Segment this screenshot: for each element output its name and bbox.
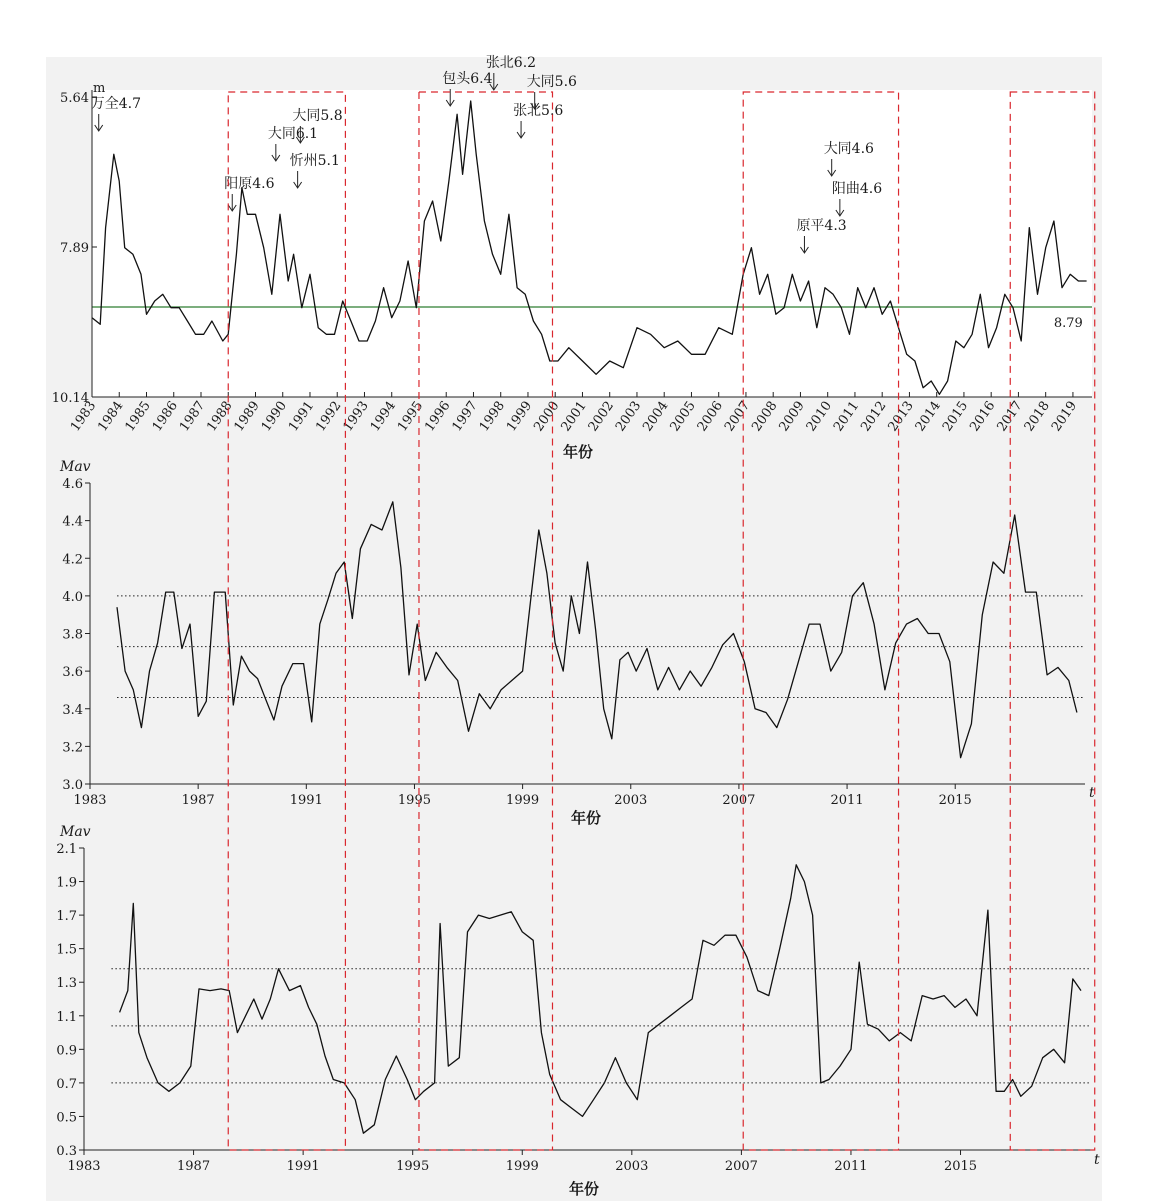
top-x-tick-label: 2018: [1021, 398, 1053, 435]
top-x-tick-label: 2002: [585, 398, 617, 435]
bot-x-tick-label: 1991: [286, 1159, 320, 1174]
mid-x-tick-label: 2011: [830, 793, 864, 808]
bot-y-tick-label: 0.3: [56, 1144, 77, 1159]
top-x-tick-label: 2015: [939, 398, 972, 435]
bot-y-tick-label: 1.9: [56, 875, 77, 891]
bottom-y-axis-title: Mav: [60, 824, 91, 840]
bot-x-tick-label: 1995: [396, 1159, 430, 1174]
mid-y-tick-label: 3.8: [62, 627, 83, 643]
top-x-tick-label: 2019: [1048, 398, 1081, 435]
top-x-tick-label: 1994: [367, 398, 400, 435]
top-x-tick-label: 2007: [721, 398, 754, 435]
earthquake-annotation-label: 忻州5.1: [289, 153, 340, 169]
bot-x-tick-label: 1983: [67, 1159, 101, 1174]
mid-y-tick-label: 3.0: [62, 778, 83, 793]
bot-y-tick-label: 1.3: [56, 976, 77, 992]
top-x-tick-label: 2001: [558, 398, 590, 435]
top-x-tick-label: 1995: [394, 398, 427, 435]
top-x-tick-label: 2013: [885, 398, 917, 435]
earthquake-annotation-label: 大同5.8: [292, 108, 343, 124]
top-x-tick-label: 2008: [749, 398, 781, 435]
bottom-x-axis-end-label: t: [1094, 1152, 1100, 1168]
top-x-tick-label: 1999: [503, 398, 536, 435]
mid-y-tick-label: 3.2: [62, 740, 83, 756]
top-x-tick-label: 1993: [340, 398, 372, 435]
mid-y-tick-label: 3.4: [62, 702, 83, 718]
top-x-tick-label: 2009: [776, 398, 808, 435]
top-x-tick-label: 2014: [912, 398, 944, 435]
earthquake-annotation-label: 大同6.1: [267, 126, 319, 142]
top-x-tick-label: 2010: [803, 398, 835, 435]
top-y-tick-label: 5.64: [60, 91, 89, 106]
top-x-tick-label: 1985: [122, 398, 154, 435]
mid-x-tick-label: 2015: [938, 793, 972, 808]
earthquake-annotation-label: 阳曲4.6: [831, 181, 883, 197]
mid-x-tick-label: 1983: [73, 793, 107, 808]
top-x-tick-label: 1990: [258, 398, 291, 435]
middle-y-axis-title: Mav: [60, 459, 91, 475]
top-x-tick-label: 1989: [231, 398, 263, 435]
bot-y-tick-label: 0.7: [56, 1076, 77, 1092]
earthquake-annotation-label: 阳原4.6: [224, 176, 275, 192]
top-x-tick-label: 2004: [640, 398, 672, 435]
mid-y-tick-label: 4.0: [62, 589, 83, 605]
mid-x-tick-label: 1987: [181, 793, 215, 808]
mid-x-tick-label: 2003: [614, 793, 648, 808]
top-y-unit-label: m: [93, 81, 106, 96]
bot-x-tick-label: 2015: [943, 1159, 978, 1174]
mid-y-tick-label: 3.6: [62, 665, 83, 681]
mid-x-tick-label: 1995: [397, 793, 432, 808]
top-x-tick-label: 2005: [667, 398, 699, 435]
top-mean-label: 8.79: [1053, 316, 1083, 331]
bot-y-tick-label: 1.5: [56, 942, 77, 958]
bot-x-tick-label: 2007: [724, 1159, 758, 1174]
top-y-tick-label: 7.89: [60, 241, 89, 256]
bot-x-tick-label: 1987: [177, 1159, 211, 1174]
top-x-tick-label: 1984: [95, 398, 127, 435]
top-y-tick-label: 10.14: [51, 391, 89, 406]
earthquake-annotation-label: 万全4.7: [90, 96, 141, 112]
top-x-tick-label: 2012: [858, 398, 890, 435]
top-x-tick-label: 1987: [176, 398, 209, 435]
mid-x-tick-label: 1999: [506, 793, 540, 808]
top-x-tick-label: 1998: [476, 398, 508, 435]
top-x-tick-label: 1986: [149, 398, 182, 435]
earthquake-annotation-label: 包头6.4: [442, 71, 493, 87]
middle-x-axis-end-label: t: [1089, 785, 1095, 801]
mid-x-tick-label: 2007: [722, 793, 756, 808]
top-x-tick-label: 1996: [422, 398, 454, 435]
top-x-tick-label: 2003: [612, 398, 645, 435]
bot-x-tick-label: 2003: [615, 1159, 649, 1174]
top-x-tick-label: 1983: [68, 398, 100, 435]
top-x-tick-label: 1988: [204, 398, 236, 435]
mid-y-tick-label: 4.6: [62, 477, 83, 492]
bot-x-tick-label: 2011: [834, 1159, 868, 1174]
mid-y-tick-label: 4.4: [62, 514, 83, 530]
bot-y-tick-label: 0.9: [56, 1043, 77, 1059]
bot-y-tick-label: 2.1: [56, 842, 77, 857]
mid-y-tick-label: 4.2: [62, 552, 83, 568]
earthquake-annotation-label: 大同4.6: [823, 141, 874, 157]
earthquake-annotation-label: 原平4.3: [796, 218, 847, 234]
earthquake-annotation-label: 张北5.6: [513, 103, 564, 119]
bot-y-tick-label: 1.7: [56, 909, 77, 925]
bot-y-tick-label: 1.1: [56, 1009, 77, 1025]
bottom-x-axis-title: 年份: [568, 1180, 600, 1198]
top-x-tick-label: 2011: [830, 398, 863, 435]
middle-x-axis-title: 年份: [570, 809, 602, 827]
earthquake-annotation-label: 大同5.6: [526, 74, 577, 90]
top-x-axis-title: 年份: [562, 443, 594, 461]
earthquake-annotation-label: 张北6.2: [485, 55, 537, 71]
top-x-tick-label: 1992: [313, 398, 345, 435]
top-x-tick-label: 2017: [994, 398, 1026, 435]
bot-x-tick-label: 1999: [505, 1159, 539, 1174]
panel-top-plot-area: [92, 90, 1092, 397]
top-x-tick-label: 2016: [967, 398, 999, 435]
mid-x-tick-label: 1991: [289, 793, 323, 808]
top-x-tick-label: 1991: [285, 398, 318, 435]
top-x-tick-label: 1997: [449, 398, 481, 435]
top-x-tick-label: 2006: [694, 398, 726, 435]
top-x-tick-label: 2000: [531, 398, 563, 435]
bot-y-tick-label: 0.5: [56, 1110, 77, 1126]
